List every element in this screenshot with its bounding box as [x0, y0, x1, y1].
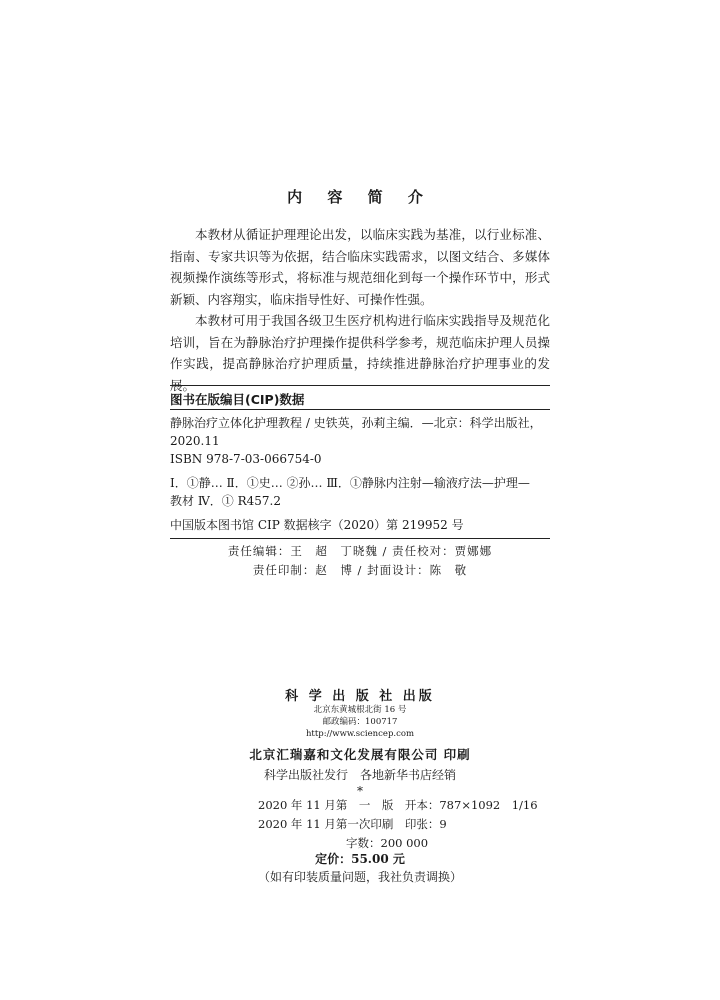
first-edition-line: 2020 年 11 月第 一 版 开本：787×1092 1/16	[258, 798, 538, 812]
first-print-line: 2020 年 11 月第一次印刷 印张：9	[258, 817, 447, 831]
publisher-website: http://www.sciencep.com	[305, 729, 415, 739]
abstract-paragraph-2: 本教材可用于我国各级卫生医疗机构进行临床实践指导及规范化培训，旨在为静脉治疗护理操作提供科学参考，规范临床护理人员操作实践，提高静脉治疗护理质量，持续推进静脉治疗护理事业的发展。	[170, 313, 550, 393]
cip-heading: 图书在版编目(CIP)数据	[170, 392, 305, 407]
distribution-info: 科学出版社发行 各地新华书店经销	[263, 768, 456, 782]
abstract	[170, 224, 550, 396]
editor-credits: 责任编辑：王 超 丁晓魏 / 责任校对：贾娜娜	[227, 544, 493, 558]
production-credits: 责任印制：赵 博 / 封面设计：陈 敬	[252, 563, 468, 577]
page-title: 内 容 简 介	[287, 188, 433, 206]
printer-name: 北京汇瑞嘉和文化发展有限公司 印刷	[249, 747, 471, 762]
cip-bottom-rule	[170, 538, 550, 539]
cip-line-classification: Ⅰ．①静… Ⅱ．①史… ②孙… Ⅲ．①静脉内注射—输液疗法—护理—	[170, 476, 530, 490]
quality-notice: （如有印装质量问题，我社负责调换）	[257, 870, 462, 884]
cip-top-rule	[170, 385, 550, 386]
publisher-postcode: 邮政编码：100717	[322, 717, 398, 727]
cip-line-isbn: ISBN 978-7-03-066754-0	[170, 452, 322, 466]
abstract-paragraph-1: 本教材从循证护理理论出发，以临床实践为基准，以行业标准、指南、专家共识等为依据，结合临床实践需求，以图文结合、多媒体视频操作演练等形式，将标准与规范细化到每一个操作环节中，形式新颖、内容翔实，临床指导性好、可操作性强。	[170, 227, 550, 307]
cip-line-date: 2020.11	[170, 434, 220, 448]
cip-line-record-number: 中国版本图书馆 CIP 数据核字（2020）第 219952 号	[170, 518, 464, 532]
publisher-name: 科 学 出 版 社 出版	[285, 689, 435, 704]
cip-line-classification-cont: 教材 Ⅳ．① R457.2	[170, 494, 282, 508]
cip-heading-rule	[170, 409, 550, 410]
edition-details	[258, 796, 538, 853]
separator-star: *	[357, 784, 363, 798]
price: 定价：55.00 元	[315, 852, 405, 866]
publisher-address: 北京东黄城根北街 16 号	[313, 705, 407, 715]
cip-line-title: 静脉治疗立体化护理教程 / 史铁英，孙莉主编．—北京：科学出版社，	[170, 416, 542, 430]
word-count: 字数：200 000	[346, 836, 429, 850]
